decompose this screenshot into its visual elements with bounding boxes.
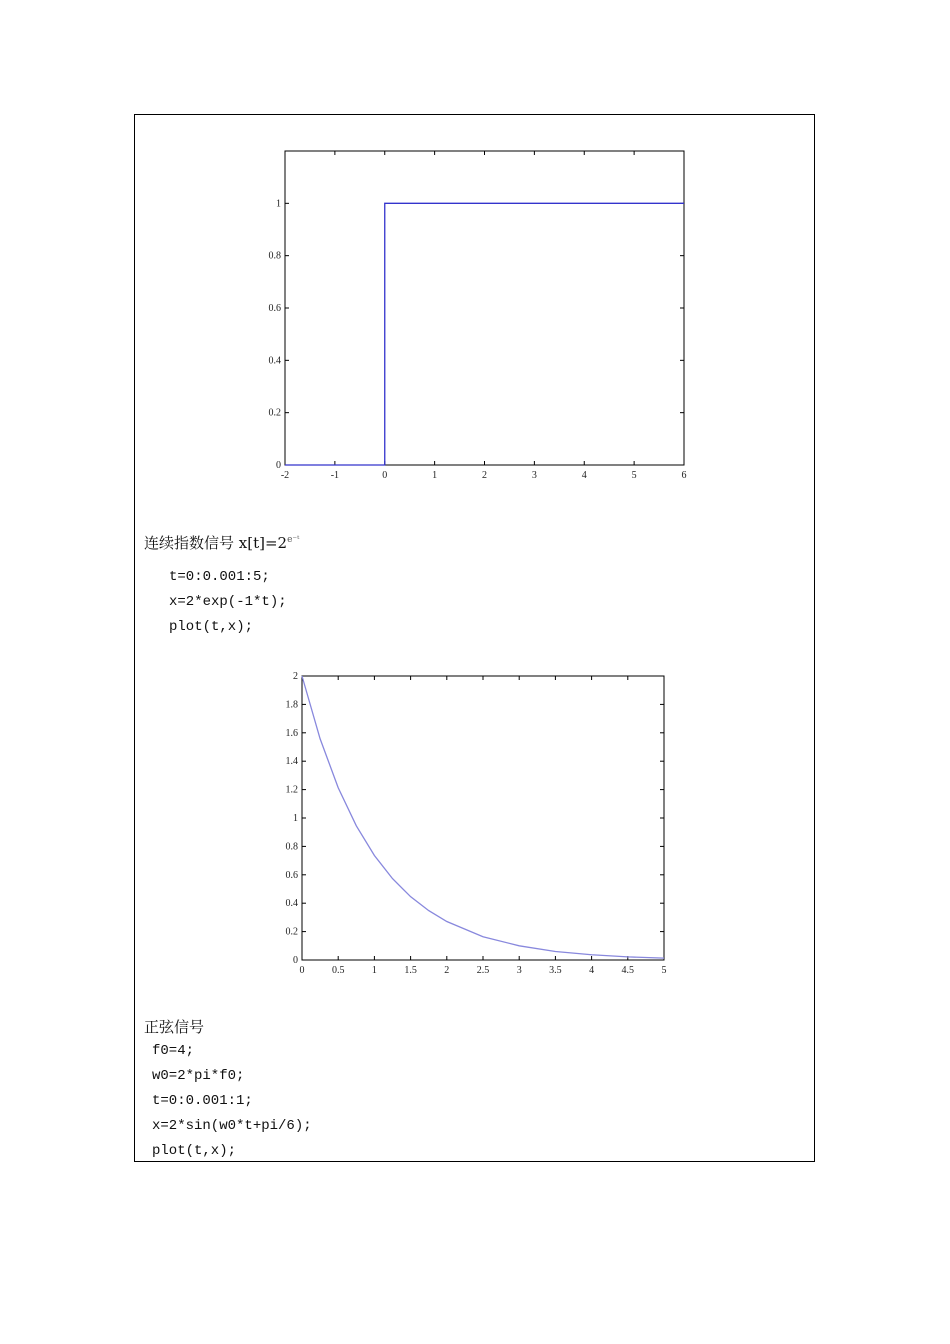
y-tick-label: 0.6 bbox=[268, 303, 281, 314]
code-line: t=0:0.001:1; bbox=[152, 1093, 253, 1109]
x-tick-label: 0.5 bbox=[331, 965, 345, 976]
exp-signal-title-sup: e⁻ᵗ bbox=[287, 535, 300, 545]
y-tick-label: 1 bbox=[276, 198, 281, 210]
x-tick-label: 1 bbox=[371, 965, 377, 976]
y-tick-label: 1.4 bbox=[285, 756, 298, 768]
x-tick-label: 0 bbox=[299, 965, 305, 976]
y-tick-label: 0.6 bbox=[285, 869, 298, 881]
x-tick-label: -2 bbox=[280, 470, 290, 481]
x-tick-label: 1.5 bbox=[404, 965, 417, 976]
x-tick-label: 5 bbox=[631, 470, 637, 481]
y-tick-label: 0.4 bbox=[285, 898, 298, 910]
y-tick-label: 1.8 bbox=[285, 699, 298, 711]
x-tick-label: 0 bbox=[382, 470, 388, 481]
series-line bbox=[285, 203, 684, 465]
x-tick-label: 1 bbox=[432, 470, 438, 481]
exp-code-block bbox=[169, 565, 287, 640]
x-tick-label: 5 bbox=[661, 965, 667, 976]
y-tick-label: 1.2 bbox=[285, 784, 298, 796]
x-tick-label: 6 bbox=[681, 470, 687, 481]
exp-signal-title: 连续指数信号 x[t]=2 bbox=[144, 534, 288, 552]
x-tick-label: 3.5 bbox=[549, 965, 562, 976]
y-tick-label: 0.4 bbox=[268, 355, 281, 367]
code-line: t=0:0.001:5; bbox=[169, 569, 270, 585]
sine-signal-heading bbox=[144, 1016, 204, 1037]
series-line bbox=[302, 676, 664, 958]
code-line: w0=2*pi*f0; bbox=[152, 1068, 245, 1084]
y-tick-label: 0 bbox=[276, 460, 281, 471]
sine-signal-title: 正弦信号 bbox=[144, 1018, 205, 1036]
x-tick-label: 2 bbox=[482, 470, 487, 481]
x-tick-label: 4 bbox=[581, 470, 587, 481]
code-line: x=2*sin(w0*t+pi/6); bbox=[152, 1118, 312, 1134]
plot-area bbox=[285, 151, 684, 465]
x-tick-label: 2 bbox=[444, 965, 450, 976]
code-line: plot(t,x); bbox=[152, 1143, 237, 1159]
y-tick-label: 0.2 bbox=[268, 407, 281, 419]
y-tick-label: 1 bbox=[293, 813, 298, 824]
y-tick-label: 1.6 bbox=[285, 727, 298, 739]
y-tick-label: 0 bbox=[293, 955, 298, 966]
code-line: plot(t,x); bbox=[169, 619, 254, 635]
code-line: f0=4; bbox=[152, 1043, 195, 1059]
code-line: x=2*exp(-1*t); bbox=[169, 594, 287, 610]
x-tick-label: 4.5 bbox=[621, 965, 635, 976]
y-tick-label: 0.8 bbox=[285, 841, 298, 853]
plot-area bbox=[302, 676, 664, 960]
x-tick-label: 4 bbox=[589, 965, 595, 976]
exponential-signal-chart bbox=[270, 665, 690, 995]
x-tick-label: 3 bbox=[531, 470, 537, 481]
x-tick-label: 3 bbox=[516, 965, 522, 976]
sine-code-block bbox=[152, 1039, 312, 1164]
y-tick-label: 0.8 bbox=[268, 250, 281, 262]
x-tick-label: 2.5 bbox=[476, 965, 490, 976]
y-tick-label: 0.2 bbox=[285, 926, 298, 938]
x-tick-label: -1 bbox=[330, 470, 340, 481]
exp-signal-heading bbox=[144, 532, 299, 553]
step-signal-chart bbox=[250, 140, 710, 500]
y-tick-label: 2 bbox=[293, 671, 298, 682]
